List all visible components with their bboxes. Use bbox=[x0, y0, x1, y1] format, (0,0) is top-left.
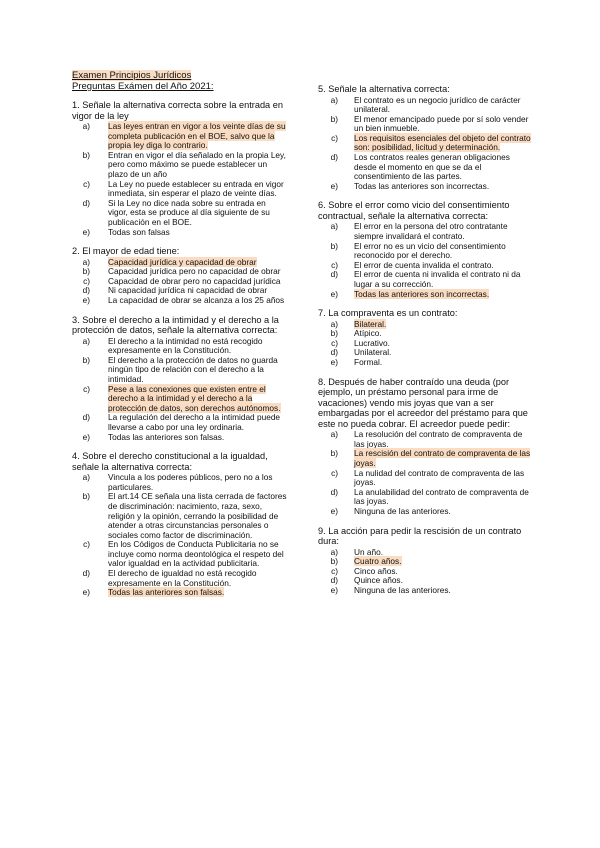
option-text: La anulabilidad del contrato de compraventa de las joyas. bbox=[354, 486, 529, 507]
option-text: Cinco años. bbox=[354, 565, 398, 576]
option-text: La rescisión del contrato de compraventa de las joyas. bbox=[354, 448, 531, 468]
option-text: El derecho de igualdad no está recogido expresamente en la Constitución. bbox=[108, 568, 257, 588]
option-letter: c) bbox=[331, 132, 338, 143]
option-item bbox=[318, 430, 533, 449]
option-item-correct bbox=[318, 320, 533, 330]
option-letter: d) bbox=[82, 285, 90, 296]
option-item-correct bbox=[72, 385, 287, 414]
exam-subtitle: Preguntas Exámen del Año 2021: bbox=[72, 81, 214, 92]
question bbox=[72, 315, 287, 443]
question bbox=[318, 377, 533, 517]
option-item bbox=[318, 182, 533, 192]
option-text-wrap bbox=[354, 270, 533, 289]
option-text: El menor emancipado puede por sí solo vender un bien inmueble. bbox=[354, 113, 529, 134]
option-letter: a) bbox=[82, 335, 90, 346]
option-item bbox=[72, 356, 287, 385]
option-letter: b) bbox=[330, 328, 338, 339]
option-letter: c) bbox=[83, 383, 90, 394]
option-text: Si la Ley no dice nada sobre su entrada en vigor, esta se produce al día siguiente de su publicación en el BOE. bbox=[108, 197, 270, 227]
option-text-wrap bbox=[354, 182, 533, 192]
option-letter: b) bbox=[82, 266, 90, 277]
option-item bbox=[318, 586, 533, 596]
option-text: Vincula a los poderes públicos, pero no a los particulares. bbox=[108, 472, 273, 492]
left-column bbox=[72, 70, 287, 607]
option-item bbox=[318, 115, 533, 134]
option-item bbox=[318, 270, 533, 289]
option-text-wrap bbox=[108, 337, 287, 356]
option-list bbox=[72, 122, 287, 237]
option-list bbox=[318, 96, 533, 192]
option-letter: e) bbox=[330, 288, 338, 299]
option-text-wrap bbox=[354, 358, 533, 368]
option-text: Todas las anteriores son incorrectas. bbox=[354, 288, 490, 299]
question-text: 3. Sobre el derecho a la intimidad y el derecho a la protección de datos, señale la alternativa correcta: bbox=[72, 314, 279, 336]
option-text-wrap bbox=[354, 469, 533, 488]
option-item bbox=[318, 329, 533, 339]
option-letter: d) bbox=[330, 269, 338, 280]
option-text-wrap bbox=[354, 242, 533, 261]
option-text-wrap bbox=[108, 385, 287, 414]
option-item bbox=[72, 228, 287, 238]
option-list bbox=[318, 548, 533, 596]
option-item bbox=[318, 96, 533, 115]
question-text: 7. La compraventa es un contrato: bbox=[318, 308, 458, 319]
option-letter: a) bbox=[330, 318, 338, 329]
option-text: Atípico. bbox=[354, 328, 382, 339]
option-text-wrap bbox=[108, 296, 287, 306]
right-question-list bbox=[318, 84, 533, 595]
option-text: Un año. bbox=[354, 546, 384, 557]
option-letter: e) bbox=[82, 226, 90, 237]
option-text: Todas son falsas bbox=[108, 226, 170, 237]
option-item bbox=[318, 348, 533, 358]
option-item-correct bbox=[318, 134, 533, 153]
option-letter: e) bbox=[330, 180, 338, 191]
option-text-wrap bbox=[108, 199, 287, 228]
option-text: El error de cuenta ni invalida el contrato ni da lugar a su corrección. bbox=[354, 269, 521, 289]
option-text-wrap bbox=[108, 492, 287, 540]
option-list bbox=[72, 473, 287, 598]
option-item bbox=[72, 492, 287, 540]
question-text: 6. Sobre el error como vicio del consentimiento contractual, señale la alternativa correcta: bbox=[318, 200, 510, 221]
option-text-wrap bbox=[108, 433, 287, 443]
option-letter: b) bbox=[330, 113, 338, 124]
question bbox=[72, 451, 287, 598]
question bbox=[318, 84, 533, 191]
exam-title-text: Examen Principios Jurídicos bbox=[72, 70, 192, 81]
option-item bbox=[72, 413, 287, 432]
option-list bbox=[72, 258, 287, 306]
option-text-wrap bbox=[354, 586, 533, 596]
option-text: La capacidad de obrar se alcanza a los 25 años bbox=[108, 295, 285, 305]
option-text: Los contratos reales generan obligaciones desde el momento en que se da el consentimiento de las partes. bbox=[354, 152, 510, 182]
option-letter: c) bbox=[83, 539, 90, 550]
option-item bbox=[72, 337, 287, 356]
option-item bbox=[72, 151, 287, 180]
option-text: En los Códigos de Conducta Publicitaria no se incluye como norma deontológica el respeto del valor igualdad en la actividad publicitaria. bbox=[108, 539, 284, 569]
option-text: El art.14 CE señala una lista cerrada de factores de discriminación: nacimiento, raza, sexo, religión y la opinión, cerrando la posibilidad de atender a otras circunstancias personales o sociales como factor de discriminación. bbox=[108, 491, 287, 540]
option-letter: d) bbox=[330, 152, 338, 163]
question-text: 4. Sobre el derecho constitucional a la igualdad, señale la alternativa correcta: bbox=[72, 451, 268, 472]
option-text: Las leyes entran en vigor a los veinte días de su completa publicación en el BOE, salvo que la propia ley diga lo contrario. bbox=[108, 121, 286, 151]
option-text: La regulación del derecho a la intimidad puede llevarse a cabo por una ley ordinaria. bbox=[108, 412, 281, 432]
option-list bbox=[318, 320, 533, 368]
option-item bbox=[72, 180, 287, 199]
option-text: Capacidad jurídica y capacidad de obrar bbox=[108, 256, 257, 267]
option-letter: a) bbox=[82, 472, 90, 483]
option-text: Todas las anteriores son falsas. bbox=[108, 587, 225, 598]
option-text: Cuatro años. bbox=[354, 556, 402, 567]
question-text: 9. La acción para pedir la rescisión de un contrato dura: bbox=[318, 525, 522, 546]
option-text-wrap bbox=[108, 356, 287, 385]
option-item bbox=[318, 339, 533, 349]
option-text-wrap bbox=[354, 153, 533, 182]
option-text-wrap bbox=[108, 473, 287, 492]
option-letter: d) bbox=[330, 486, 338, 497]
option-item-correct bbox=[72, 588, 287, 598]
option-letter: d) bbox=[82, 412, 90, 423]
option-item bbox=[318, 548, 533, 558]
option-item-correct bbox=[72, 122, 287, 151]
option-text: Lucrativo. bbox=[354, 337, 390, 348]
option-text-wrap bbox=[354, 96, 533, 115]
left-question-list bbox=[72, 100, 287, 598]
option-letter: a) bbox=[82, 256, 90, 267]
option-item-correct bbox=[318, 557, 533, 567]
question bbox=[72, 100, 287, 237]
option-item bbox=[318, 507, 533, 517]
option-letter: d) bbox=[82, 568, 90, 579]
option-letter: a) bbox=[330, 546, 338, 557]
option-letter: c) bbox=[83, 275, 90, 286]
option-text: La resolución del contrato de compraventa de las joyas. bbox=[354, 429, 523, 449]
option-item-correct bbox=[318, 449, 533, 468]
option-text: Capacidad jurídica pero no capacidad de obrar bbox=[108, 266, 281, 277]
option-text: Los requisitos esenciales del objeto del contrato son: posibilidad, licitud y determinación. bbox=[354, 132, 531, 153]
option-text-wrap bbox=[108, 228, 287, 238]
exam-title bbox=[72, 70, 287, 81]
option-item bbox=[318, 358, 533, 368]
question bbox=[318, 526, 533, 596]
option-letter: a) bbox=[330, 429, 338, 440]
question-text: 8. Después de haber contraído una deuda (por ejemplo, un préstamo personal para irme de vacaciones) vendo mis joyas que van a ser embargadas por el acreedor del préstamo para que este no pueda cobrar. El acreedor puede pedir: bbox=[318, 376, 528, 429]
option-text: Quince años. bbox=[354, 575, 403, 586]
option-letter: b) bbox=[82, 491, 90, 502]
option-item bbox=[72, 296, 287, 306]
option-text-wrap bbox=[108, 180, 287, 199]
option-letter: d) bbox=[82, 197, 90, 208]
option-text-wrap bbox=[354, 430, 533, 449]
option-text: Ni capacidad jurídica ni capacidad de obrar bbox=[108, 285, 268, 296]
question-text: 5. Señale la alternativa correcta: bbox=[318, 84, 450, 94]
option-item bbox=[72, 433, 287, 443]
option-text: La nulidad del contrato de compraventa de las joyas. bbox=[354, 467, 525, 488]
option-text-wrap bbox=[108, 569, 287, 588]
option-item bbox=[72, 199, 287, 228]
option-text: El error no es un vicio del consentimiento reconocido por el derecho. bbox=[354, 240, 506, 261]
option-text: El error en la persona del otro contratante siempre invalidará el contrato. bbox=[354, 221, 508, 242]
option-text: Formal. bbox=[354, 357, 383, 368]
option-letter: c) bbox=[83, 178, 90, 189]
option-item bbox=[72, 540, 287, 569]
option-item bbox=[318, 567, 533, 577]
option-text-wrap bbox=[108, 151, 287, 180]
option-text: El derecho a la intimidad no está recogido expresamente en la Constitución. bbox=[108, 335, 263, 356]
option-item bbox=[318, 222, 533, 241]
option-text-wrap bbox=[354, 488, 533, 507]
option-item-correct bbox=[318, 290, 533, 300]
option-text-wrap bbox=[108, 588, 287, 598]
option-letter: e) bbox=[330, 357, 338, 368]
option-text-wrap bbox=[108, 540, 287, 569]
option-list bbox=[318, 222, 533, 299]
right-column bbox=[318, 84, 533, 604]
question bbox=[318, 200, 533, 299]
option-text-wrap bbox=[354, 449, 533, 468]
option-letter: b) bbox=[82, 354, 90, 365]
option-text-wrap bbox=[108, 122, 287, 151]
option-list bbox=[318, 430, 533, 516]
option-list bbox=[72, 337, 287, 443]
option-letter: d) bbox=[330, 575, 338, 586]
option-text: El contrato es un negocio jurídico de carácter unilateral. bbox=[354, 94, 521, 115]
option-item bbox=[72, 569, 287, 588]
option-letter: a) bbox=[82, 121, 90, 131]
question bbox=[72, 246, 287, 305]
option-text: Capacidad de obrar pero no capacidad jurídica bbox=[108, 275, 281, 286]
option-text-wrap bbox=[108, 413, 287, 432]
option-letter: e) bbox=[82, 431, 90, 442]
option-text: Bilateral. bbox=[354, 318, 387, 329]
option-letter: e) bbox=[330, 505, 338, 516]
option-text: Pese a las conexiones que existen entre el derecho a la intimidad y el derecho a la protección de datos, son derechos autónomos. bbox=[108, 383, 281, 413]
option-letter: c) bbox=[331, 259, 338, 270]
option-letter: d) bbox=[330, 347, 338, 358]
option-letter: e) bbox=[82, 587, 90, 598]
option-letter: e) bbox=[330, 584, 338, 595]
question bbox=[318, 308, 533, 367]
option-text-wrap bbox=[354, 222, 533, 241]
question-text: 1. Señale la alternativa correcta sobre la entrada en vigor de la ley bbox=[72, 100, 283, 121]
option-item bbox=[72, 473, 287, 492]
option-letter: b) bbox=[330, 556, 338, 567]
option-text: Ninguna de las anteriores. bbox=[354, 584, 451, 595]
option-text: Unilateral. bbox=[354, 347, 392, 358]
option-text: Todas las anteriores son incorrectas. bbox=[354, 180, 490, 191]
option-text-wrap bbox=[354, 290, 533, 300]
option-text-wrap bbox=[354, 134, 533, 153]
option-letter: b) bbox=[330, 448, 338, 459]
option-letter: c) bbox=[331, 337, 338, 348]
option-letter: b) bbox=[330, 240, 338, 251]
question-text: 2. El mayor de edad tiene: bbox=[72, 246, 180, 257]
option-text: Entran en vigor el día señalado en la propia Ley, pero como máximo se puede establecer un plazo de un año bbox=[108, 149, 286, 179]
option-item bbox=[318, 153, 533, 182]
option-letter: a) bbox=[330, 94, 338, 105]
option-text: La Ley no puede establecer su entrada en vigor inmediata, sin esperar el plazo de veinte días. bbox=[108, 178, 284, 199]
option-letter: b) bbox=[82, 149, 90, 160]
option-text: El error de cuenta invalida el contrato. bbox=[354, 259, 494, 270]
option-text-wrap bbox=[354, 115, 533, 134]
option-text-wrap bbox=[354, 507, 533, 517]
option-text: El derecho a la protección de datos no guarda ningún tipo de relación con el derecho a la intimidad. bbox=[108, 354, 278, 384]
option-item bbox=[318, 469, 533, 488]
option-letter: c) bbox=[331, 565, 338, 576]
option-text: Todas las anteriores son falsas. bbox=[108, 431, 225, 442]
option-text: Ninguna de las anteriores. bbox=[354, 505, 451, 516]
option-letter: c) bbox=[331, 467, 338, 478]
option-item bbox=[318, 242, 533, 261]
option-letter: e) bbox=[82, 295, 90, 305]
option-letter: a) bbox=[330, 221, 338, 232]
option-item bbox=[318, 488, 533, 507]
